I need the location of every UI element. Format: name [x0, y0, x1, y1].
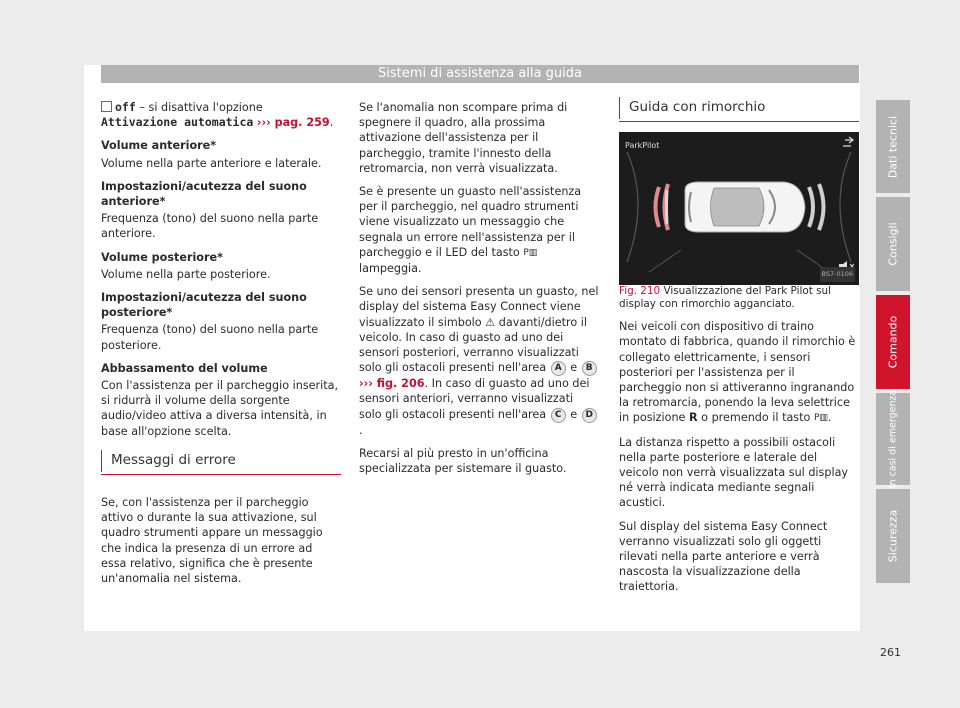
sensor-arcs-front	[809, 184, 824, 230]
section-title: Guida con rimorchio	[629, 99, 766, 115]
figure-code: BS7-0106	[820, 267, 856, 282]
text: .	[329, 116, 334, 130]
section-title: Messaggi di errore	[111, 451, 236, 468]
right-guide	[840, 152, 851, 262]
park-button-icon: P▥	[813, 413, 828, 424]
area-b-badge: B	[582, 361, 597, 376]
paragraph-display: Sul display del sistema Easy Connect verranno visualizzati solo gli oggetti rilevati nella parte anteriore e verrà nascosta la visualizzazione della traiettoria.	[619, 519, 828, 594]
paragraph-distanza: La distanza rispetto a possibili ostacoli nella parte posteriore e laterale del veicolo non verrà visualizzata sul display né verrà indicata mediante segnali acustici.	[619, 435, 849, 510]
page-header: Sistemi di assistenza alla guida	[101, 65, 859, 83]
sensor-arcs-rear	[656, 184, 669, 230]
park-pilot-figure	[619, 132, 859, 285]
text: lampeggia.	[359, 262, 422, 276]
text: .	[359, 423, 363, 437]
heading-volume-posteriore: Volume posteriore*	[101, 250, 223, 264]
paragraph-anomalia: Se l'anomalia non scompare prima di spegnere il quadro, alla prossima attivazione dell'assistenza per il parcheggio, tramite l'innesto della retromarcia, non verrà visualizzata.	[359, 101, 568, 175]
tab-sicurezza[interactable]	[876, 489, 910, 583]
column-left	[101, 100, 341, 594]
tab-label: Comando	[886, 315, 900, 369]
figure-label: Fig. 210	[619, 285, 661, 298]
text-volume-posteriore: Volume nella parte posteriore.	[101, 267, 271, 281]
rear-lines	[649, 250, 829, 272]
paragraph-off-option	[101, 100, 341, 130]
text-abbassamento: Con l'assistenza per il parcheggio inserita, si ridurrà il volume della sorgente audio/video attiva a diversa intensità, in base all'opzione scelta.	[101, 379, 339, 438]
car-top-view	[685, 182, 805, 232]
text: Se uno dei sensori presenta un guasto, nel display del sistema Easy Connect viene visualizzato il simbolo	[359, 285, 599, 329]
figure-link[interactable]: ››› fig. 206	[359, 377, 425, 391]
section-heading-rimorchio	[619, 100, 859, 122]
tab-consigli[interactable]	[876, 197, 910, 291]
area-c-badge: C	[551, 408, 566, 423]
text: e	[566, 407, 581, 421]
text: o premendo il tasto	[697, 411, 814, 425]
paragraph-guasto	[359, 184, 599, 276]
column-middle	[359, 100, 599, 484]
text: Nei veicoli con dispositivo di traino montato di fabbrica, quando il rimorchio è collegato elettricamente, i sensori posteriori per l'assistenza per il parcheggio non si attiveranno ingranando la retromarcia, ponendo la leva selettrice in posizione	[619, 320, 856, 425]
text-volume-anteriore: Volume nella parte anteriore e laterale.	[101, 156, 322, 170]
tab-dati-tecnici[interactable]	[876, 100, 910, 193]
figure-caption	[619, 285, 859, 311]
heading-impostazioni-anteriore: Impostazioni/acutezza del suono anteriore*	[101, 179, 307, 209]
tab-emergenza[interactable]	[876, 389, 910, 489]
page-number: 261	[880, 646, 901, 659]
figure-title: ParkPilot	[625, 141, 660, 151]
paragraph-rimorchio	[619, 319, 859, 426]
heading-impostazioni-posteriore: Impostazioni/acutezza del suono posteriore*	[101, 291, 307, 320]
text: Se è presente un guasto nell'assistenza per il parcheggio, nel quadro strumenti viene visualizzato un messaggio che segnala un errore nell'assistenza per il parcheggio e il LED del tasto	[359, 185, 582, 259]
tab-label: Sicurezza	[886, 509, 900, 563]
tab-label: Consigli	[886, 222, 900, 266]
text: .	[827, 411, 832, 425]
tab-label: In casi di emergenza	[887, 389, 899, 489]
back-arrow-icon	[845, 137, 853, 143]
caption-text: Visualizzazione del Park Pilot sul display con rimorchio agganciato.	[619, 285, 831, 311]
heading-abbassamento: Abbassamento del volume	[101, 361, 268, 375]
paragraph-sensori	[359, 284, 599, 438]
text-impostazioni-anteriore: Frequenza (tono) del suono nella parte anteriore.	[101, 212, 319, 241]
column-right	[619, 100, 859, 603]
gear-r: R	[689, 411, 698, 425]
mono-off: off	[115, 100, 136, 114]
text-errori: Se, con l'assistenza per il parcheggio attivo o durante la sua attivazione, sul quadro strumenti appare un messaggio che indica la presenza di un errore ad essa relativo, significa che è presente un'anomalia nel sistema.	[101, 496, 323, 586]
tab-label: Dati tecnici	[886, 115, 900, 178]
left-guide	[627, 152, 638, 262]
section-heading-errori	[101, 453, 341, 475]
text: e	[566, 361, 581, 375]
heading-volume-anteriore: Volume anteriore*	[101, 139, 217, 153]
area-d-badge: D	[582, 408, 597, 423]
park-pilot-drawing	[619, 132, 859, 285]
tab-comando[interactable]	[876, 295, 910, 389]
text: – si disattiva l'opzione	[135, 101, 263, 114]
text: davanti/dietro il veicolo. In caso di guasto ad uno dei sensori posteriori, verranno visualizzati solo gli ostacoli presenti nell'area	[359, 315, 587, 375]
warning-triangle-icon: ⚠	[485, 315, 496, 329]
paragraph-officina: Recarsi al più presto in un'officina specializzata per sistemare il guasto.	[359, 446, 567, 476]
page-link[interactable]: ››› pag. 259	[256, 116, 330, 130]
area-a-badge: A	[551, 361, 566, 376]
mono-attivazione: Attivazione automatica	[101, 115, 254, 130]
park-button-icon: P▥	[523, 247, 538, 258]
text-impostazioni-posteriore: Frequenza (tono) del suono nella parte posteriore.	[101, 323, 319, 352]
text: . In caso di guasto ad uno dei sensori anteriori, verranno visualizzati solo gli ostacoli presenti nell'area	[359, 377, 590, 421]
checkbox-icon	[101, 101, 112, 112]
